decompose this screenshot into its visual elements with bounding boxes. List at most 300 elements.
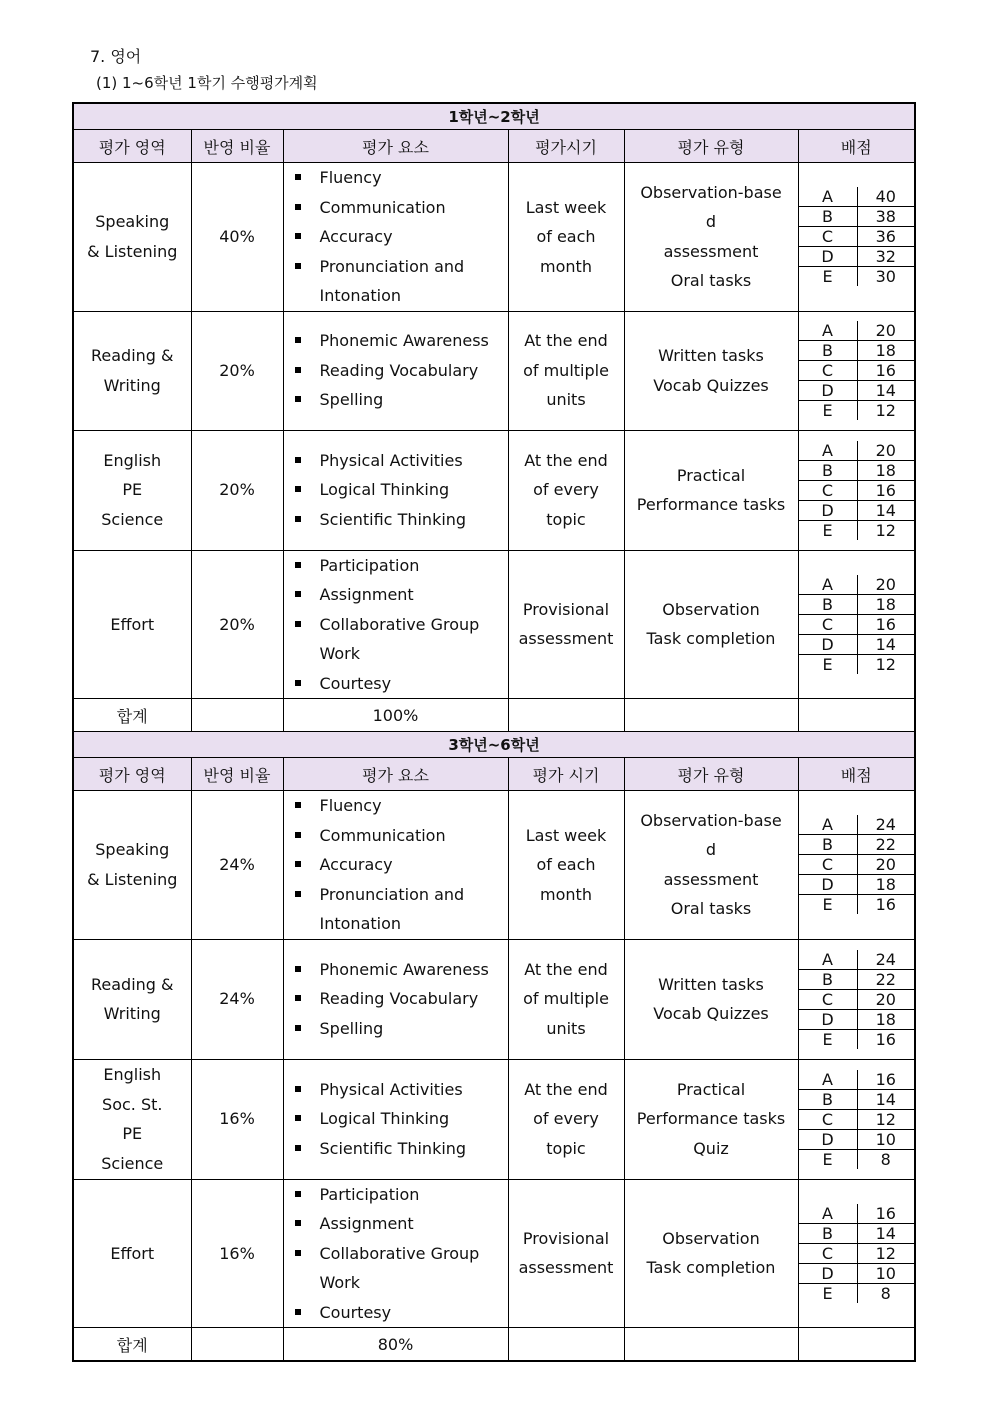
total-row xyxy=(73,699,915,732)
elements-cell xyxy=(283,430,508,550)
grade-row xyxy=(799,480,915,500)
eval-area-cell xyxy=(73,1179,191,1328)
grade-letter: A xyxy=(799,441,858,461)
element-item: Assignment xyxy=(284,580,508,610)
grade-letter: C xyxy=(799,227,858,247)
eval-area-text: PE xyxy=(122,1124,143,1143)
eval-area-text: Reading & xyxy=(90,346,174,365)
timing-text: month xyxy=(540,256,592,276)
grade-row xyxy=(799,989,915,1009)
grade-letter: B xyxy=(799,207,858,227)
table-row xyxy=(73,1179,915,1328)
grade-row xyxy=(799,950,915,970)
grade-row xyxy=(799,341,915,361)
grade-row xyxy=(799,267,915,287)
grade-score: 12 xyxy=(857,1243,914,1263)
grades-cell xyxy=(798,550,915,699)
timing-text: Provisional xyxy=(522,599,610,619)
element-item: Physical Activities xyxy=(284,1075,508,1105)
type-text: Written tasks xyxy=(658,974,764,994)
elements-cell xyxy=(283,163,508,312)
grade-table xyxy=(799,815,915,914)
element-item: Pronunciation and Intonation xyxy=(284,880,508,939)
total-empty xyxy=(798,699,915,732)
column-header: 평가 영역 xyxy=(73,758,191,791)
grade-row xyxy=(799,1223,915,1243)
total-empty xyxy=(191,699,283,732)
eval-area-text: & Listening xyxy=(87,869,178,889)
type-cell xyxy=(624,939,798,1059)
grade-score: 20 xyxy=(857,321,914,341)
grade-letter: D xyxy=(799,247,858,267)
total-empty xyxy=(798,1328,915,1362)
element-item: Scientific Thinking xyxy=(284,1134,508,1164)
eval-area-text: Writing xyxy=(103,1004,161,1023)
grade-letter: C xyxy=(799,855,858,875)
grade-score: 22 xyxy=(857,835,914,855)
grade-letter: D xyxy=(799,1263,858,1283)
type-cell xyxy=(624,1059,798,1179)
grades-cell xyxy=(798,791,915,940)
grade-row xyxy=(799,227,915,247)
grade-letter: B xyxy=(799,1223,858,1243)
grade-table xyxy=(799,187,915,286)
elements-list xyxy=(284,955,508,1044)
grade-score: 14 xyxy=(857,1223,914,1243)
grades-cell xyxy=(798,311,915,430)
grade-score: 24 xyxy=(857,950,914,970)
element-item: Assignment xyxy=(284,1209,508,1239)
grade-score: 14 xyxy=(857,381,914,401)
timing-text: of every xyxy=(533,1109,599,1129)
timing-text: Last week xyxy=(525,197,607,217)
element-item: Logical Thinking xyxy=(284,1104,508,1134)
grade-letter: C xyxy=(799,1109,858,1129)
eval-area-cell xyxy=(73,791,191,940)
grade-letter: B xyxy=(799,835,858,855)
grade-letter: D xyxy=(799,875,858,895)
grade-score: 12 xyxy=(857,1109,914,1129)
timing-cell xyxy=(508,163,624,312)
column-header: 평가 시기 xyxy=(508,758,624,791)
type-text: Performance tasks xyxy=(636,495,786,514)
grade-row xyxy=(799,401,915,421)
grade-letter: B xyxy=(799,594,858,614)
grade-score: 14 xyxy=(857,634,914,654)
total-empty xyxy=(191,1328,283,1362)
eval-area-cell xyxy=(73,430,191,550)
timing-text: of each xyxy=(536,227,596,246)
grade-letter: C xyxy=(799,1243,858,1263)
grade-letter: C xyxy=(799,480,858,500)
type-text: Vocab Quizzes xyxy=(653,1004,769,1023)
type-cell xyxy=(624,791,798,940)
grade-row xyxy=(799,321,915,341)
column-header: 평가 유형 xyxy=(624,130,798,163)
column-header: 평가 요소 xyxy=(283,758,508,791)
grade-letter: E xyxy=(799,1149,858,1169)
grade-letter: B xyxy=(799,341,858,361)
grade-score: 14 xyxy=(857,500,914,520)
grade-letter: C xyxy=(799,989,858,1009)
type-cell xyxy=(624,163,798,312)
table-row xyxy=(73,1059,915,1179)
eval-area-text: Writing xyxy=(103,375,161,395)
grade-letter: E xyxy=(799,1283,858,1303)
grade-row xyxy=(799,1009,915,1029)
column-header-row xyxy=(73,130,915,163)
grade-table xyxy=(799,1204,915,1303)
eval-area-text: & Listening xyxy=(87,241,178,261)
grade-table xyxy=(799,575,915,674)
table-row xyxy=(73,163,915,312)
timing-text: assessment xyxy=(518,629,614,649)
type-cell xyxy=(624,311,798,430)
element-item: Communication xyxy=(284,193,508,223)
table-row xyxy=(73,311,915,430)
grade-row xyxy=(799,835,915,855)
grade-score: 10 xyxy=(857,1129,914,1149)
element-item: Collaborative Group Work xyxy=(284,610,508,669)
grade-score: 8 xyxy=(880,1283,891,1303)
elements-cell xyxy=(283,1059,508,1179)
grade-score: 18 xyxy=(857,460,914,480)
grades-cell xyxy=(798,1179,915,1328)
grade-score: 18 xyxy=(857,1009,914,1029)
grade-score: 16 xyxy=(857,614,914,634)
grade-letter: B xyxy=(799,1089,858,1109)
grade-score: 18 xyxy=(857,341,914,361)
eval-area-text: English xyxy=(103,1065,162,1084)
table-row xyxy=(73,550,915,699)
type-text: Oral tasks xyxy=(670,271,752,291)
assessment-plan-table xyxy=(72,102,916,1362)
grade-row xyxy=(799,895,915,915)
elements-list xyxy=(284,791,508,939)
type-text: Written tasks xyxy=(658,346,764,365)
type-text: Task completion xyxy=(646,1258,776,1278)
weight-cell: 40% xyxy=(191,163,283,312)
table-row xyxy=(73,791,915,940)
grade-score: 40 xyxy=(857,187,914,207)
type-text: Task completion xyxy=(646,629,776,649)
weight-cell: 20% xyxy=(191,430,283,550)
type-text: Observation-base xyxy=(640,182,782,202)
section-header-row xyxy=(73,732,915,758)
eval-area-text: Effort xyxy=(110,1243,155,1263)
type-text: Performance tasks xyxy=(636,1109,786,1129)
timing-text: units xyxy=(546,1018,586,1038)
eval-area-cell xyxy=(73,1059,191,1179)
grades-cell xyxy=(798,939,915,1059)
grade-letter: A xyxy=(799,187,858,207)
eval-area-text: Soc. St. xyxy=(102,1094,163,1114)
timing-text: Last week xyxy=(525,825,607,845)
grade-row xyxy=(799,575,915,595)
element-item: Accuracy xyxy=(284,850,508,880)
grades-cell xyxy=(798,1059,915,1179)
grade-score: 36 xyxy=(857,227,914,247)
element-item: Phonemic Awareness xyxy=(284,955,508,985)
element-item: Fluency xyxy=(284,791,508,821)
eval-area-cell xyxy=(73,550,191,699)
timing-cell xyxy=(508,430,624,550)
grade-letter: B xyxy=(799,969,858,989)
section-header-row xyxy=(73,103,915,130)
type-text: Practical xyxy=(676,465,746,485)
column-header: 평가 영역 xyxy=(73,130,191,163)
elements-cell xyxy=(283,1179,508,1328)
timing-text: of each xyxy=(536,855,596,874)
grade-score: 30 xyxy=(875,267,896,287)
grades-cell xyxy=(798,163,915,312)
element-item: Logical Thinking xyxy=(284,475,508,505)
grade-letter: A xyxy=(799,1204,858,1224)
element-item: Pronunciation and Intonation xyxy=(284,252,508,311)
elements-list xyxy=(284,446,508,535)
grade-row xyxy=(799,1204,915,1224)
weight-cell: 16% xyxy=(191,1179,283,1328)
weight-cell: 24% xyxy=(191,791,283,940)
grade-row xyxy=(799,875,915,895)
type-text: Vocab Quizzes xyxy=(653,375,769,395)
column-header: 평가시기 xyxy=(508,130,624,163)
type-text: d xyxy=(705,840,717,860)
eval-area-text: Reading & xyxy=(90,974,174,994)
elements-list xyxy=(284,1075,508,1164)
grade-letter: B xyxy=(799,460,858,480)
weight-cell: 20% xyxy=(191,311,283,430)
grade-row xyxy=(799,1149,915,1169)
grade-row xyxy=(799,1283,915,1303)
grade-letter: A xyxy=(799,321,858,341)
grade-letter: E xyxy=(799,895,858,915)
grade-letter: E xyxy=(799,520,858,540)
timing-text: assessment xyxy=(518,1258,614,1278)
eval-area-text: Effort xyxy=(110,614,155,634)
timing-text: units xyxy=(546,390,586,410)
grade-letter: D xyxy=(799,1129,858,1149)
grade-letter: E xyxy=(799,401,858,421)
total-label: 합계 xyxy=(73,1328,191,1362)
grade-score: 16 xyxy=(857,1204,914,1224)
grade-row xyxy=(799,654,915,674)
grade-score: 22 xyxy=(857,969,914,989)
section-title: 1학년~2학년 xyxy=(73,103,915,130)
weight-cell: 24% xyxy=(191,939,283,1059)
section-title: 3학년~6학년 xyxy=(73,732,915,758)
grade-score: 38 xyxy=(857,207,914,227)
total-row xyxy=(73,1328,915,1362)
timing-text: month xyxy=(540,884,592,904)
element-item: Participation xyxy=(284,1180,508,1210)
element-item: Reading Vocabulary xyxy=(284,984,508,1014)
timing-text: Provisional xyxy=(522,1228,610,1248)
element-item: Physical Activities xyxy=(284,446,508,476)
type-text: Observation xyxy=(662,599,760,619)
plan-subheading: (1) 1~6학년 1학기 수행평가계획 xyxy=(96,74,318,92)
grade-row xyxy=(799,1243,915,1263)
grade-row xyxy=(799,207,915,227)
eval-area-text: PE xyxy=(122,480,143,500)
element-item: Accuracy xyxy=(284,222,508,252)
type-text: Observation xyxy=(662,1228,760,1248)
grade-table xyxy=(799,950,915,1049)
timing-text: At the end xyxy=(524,331,608,351)
column-header: 배점 xyxy=(798,758,915,791)
grade-score: 8 xyxy=(880,1149,891,1169)
eval-area-cell xyxy=(73,939,191,1059)
grade-table xyxy=(799,1070,915,1169)
eval-area-text: Science xyxy=(101,1153,164,1173)
grade-score: 16 xyxy=(875,895,896,915)
grade-score: 18 xyxy=(857,875,914,895)
grade-row xyxy=(799,614,915,634)
grade-row xyxy=(799,381,915,401)
type-cell xyxy=(624,550,798,699)
element-item: Collaborative Group Work xyxy=(284,1239,508,1298)
total-empty xyxy=(508,699,624,732)
grade-row xyxy=(799,1089,915,1109)
column-header: 배점 xyxy=(798,130,915,163)
grade-row xyxy=(799,634,915,654)
type-text: assessment xyxy=(663,241,759,261)
total-empty xyxy=(508,1328,624,1362)
grade-row xyxy=(799,1129,915,1149)
grade-row xyxy=(799,441,915,461)
grade-score: 20 xyxy=(857,441,914,461)
elements-list xyxy=(284,551,508,699)
type-text: Observation-base xyxy=(640,810,782,830)
element-item: Scientific Thinking xyxy=(284,505,508,535)
timing-cell xyxy=(508,1059,624,1179)
timing-cell xyxy=(508,939,624,1059)
timing-cell xyxy=(508,791,624,940)
grade-score: 16 xyxy=(875,1029,896,1049)
element-item: Courtesy xyxy=(284,669,508,699)
section-heading: 7. 영어 xyxy=(90,47,142,66)
column-header: 반영 비율 xyxy=(191,130,283,163)
grade-score: 20 xyxy=(857,855,914,875)
type-text: Oral tasks xyxy=(670,899,752,919)
timing-text: of every xyxy=(533,480,599,500)
grade-row xyxy=(799,520,915,540)
type-cell xyxy=(624,430,798,550)
grade-letter: E xyxy=(799,654,858,674)
timing-text: topic xyxy=(546,509,586,529)
element-item: Communication xyxy=(284,821,508,851)
type-text: Quiz xyxy=(693,1138,729,1158)
type-cell xyxy=(624,1179,798,1328)
timing-text: topic xyxy=(546,1138,586,1158)
timing-cell xyxy=(508,311,624,430)
element-item: Fluency xyxy=(284,163,508,193)
eval-area-cell xyxy=(73,311,191,430)
timing-cell xyxy=(508,1179,624,1328)
type-text: d xyxy=(705,212,717,232)
timing-text: of multiple xyxy=(523,360,609,380)
timing-text: of multiple xyxy=(523,989,609,1009)
element-item: Spelling xyxy=(284,385,508,415)
grade-row xyxy=(799,1109,915,1129)
grade-row xyxy=(799,1263,915,1283)
total-empty xyxy=(624,1328,798,1362)
weight-cell: 20% xyxy=(191,550,283,699)
grade-score: 20 xyxy=(857,575,914,595)
eval-area-text: Speaking xyxy=(95,840,170,860)
timing-cell xyxy=(508,550,624,699)
grade-row xyxy=(799,361,915,381)
total-label: 합계 xyxy=(73,699,191,732)
grade-score: 12 xyxy=(875,654,896,674)
weight-cell: 16% xyxy=(191,1059,283,1179)
total-value: 100% xyxy=(283,699,508,732)
eval-area-text: English xyxy=(103,450,162,470)
eval-area-cell xyxy=(73,163,191,312)
grade-row xyxy=(799,594,915,614)
table-row xyxy=(73,939,915,1059)
total-value: 80% xyxy=(283,1328,508,1362)
grade-letter: E xyxy=(799,1029,858,1049)
table-row xyxy=(73,430,915,550)
element-item: Phonemic Awareness xyxy=(284,326,508,356)
grade-score: 16 xyxy=(857,1070,914,1090)
grade-row xyxy=(799,1070,915,1090)
grade-row xyxy=(799,969,915,989)
eval-area-text: Speaking xyxy=(95,212,170,232)
grade-score: 18 xyxy=(857,594,914,614)
elements-list xyxy=(284,163,508,311)
column-header: 평가 유형 xyxy=(624,758,798,791)
type-text: assessment xyxy=(663,869,759,889)
elements-list xyxy=(284,1180,508,1328)
total-empty xyxy=(624,699,798,732)
grade-score: 14 xyxy=(857,1089,914,1109)
elements-list xyxy=(284,326,508,415)
grade-letter: D xyxy=(799,1009,858,1029)
grade-row xyxy=(799,500,915,520)
grade-letter: D xyxy=(799,381,858,401)
column-header-row xyxy=(73,758,915,791)
grade-row xyxy=(799,1029,915,1049)
grade-letter: D xyxy=(799,500,858,520)
timing-text: At the end xyxy=(524,450,608,470)
grade-score: 20 xyxy=(857,989,914,1009)
grade-score: 12 xyxy=(875,401,896,420)
grade-table xyxy=(799,441,915,540)
elements-cell xyxy=(283,791,508,940)
grade-letter: A xyxy=(799,575,858,595)
grade-score: 12 xyxy=(875,520,896,540)
grade-letter: E xyxy=(799,267,858,287)
type-text: Practical xyxy=(676,1079,746,1099)
element-item: Participation xyxy=(284,551,508,581)
element-item: Spelling xyxy=(284,1014,508,1044)
grade-letter: A xyxy=(799,950,858,970)
grade-letter: A xyxy=(799,815,858,835)
elements-cell xyxy=(283,550,508,699)
column-header: 평가 요소 xyxy=(283,130,508,163)
grade-score: 32 xyxy=(857,247,914,267)
elements-cell xyxy=(283,939,508,1059)
element-item: Courtesy xyxy=(284,1298,508,1328)
column-header: 반영 비율 xyxy=(191,758,283,791)
grade-letter: A xyxy=(799,1070,858,1090)
grade-score: 16 xyxy=(857,480,914,500)
element-item: Reading Vocabulary xyxy=(284,356,508,386)
grade-score: 10 xyxy=(857,1263,914,1283)
grade-row xyxy=(799,187,915,207)
